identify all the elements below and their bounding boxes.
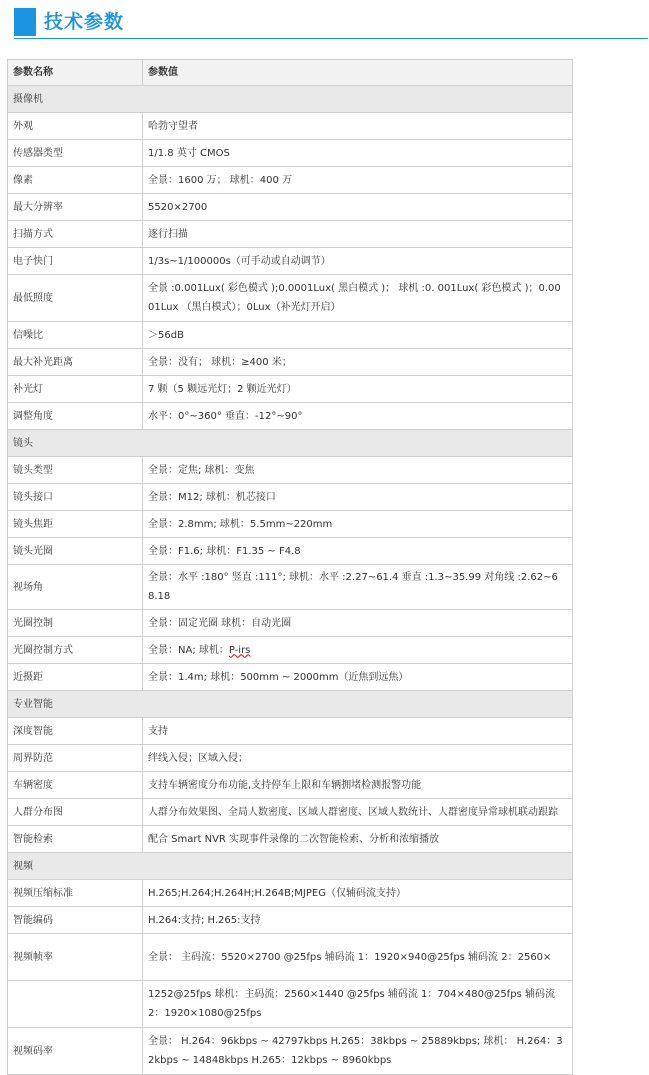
param-name: 像素 bbox=[8, 167, 143, 194]
table-row bbox=[8, 637, 573, 664]
param-name: 光圈控制 bbox=[8, 610, 143, 637]
table-row bbox=[8, 745, 573, 772]
table-row bbox=[8, 799, 573, 826]
table-row bbox=[8, 194, 573, 221]
param-value: 绊线入侵；区域入侵； bbox=[143, 745, 573, 772]
param-name: 视场角 bbox=[8, 565, 143, 610]
table-row bbox=[8, 772, 573, 799]
table-row bbox=[8, 140, 573, 167]
param-value: 支持车辆密度分布功能,支持停车上限和车辆拥堵检测报警功能 bbox=[143, 772, 573, 799]
param-value: 配合 Smart NVR 实现事件录像的二次智能检索、分析和浓缩播放 bbox=[143, 826, 573, 853]
spec-table bbox=[7, 59, 573, 1075]
table-row bbox=[8, 113, 573, 140]
param-name: 视频码率 bbox=[8, 1028, 143, 1075]
table-row bbox=[8, 275, 573, 322]
param-name: 人群分布图 bbox=[8, 799, 143, 826]
table-row bbox=[8, 484, 573, 511]
param-value: 全景：固定光圈 球机：自动光圈 bbox=[143, 610, 573, 637]
table-row bbox=[8, 907, 573, 934]
param-value: 全景：M12; 球机：机芯接口 bbox=[143, 484, 573, 511]
table-row bbox=[8, 167, 573, 194]
param-value: H.264:支持; H.265:支持 bbox=[143, 907, 573, 934]
param-name: 扫描方式 bbox=[8, 221, 143, 248]
table-row bbox=[8, 538, 573, 565]
param-value: 5520×2700 bbox=[143, 194, 573, 221]
table-row bbox=[8, 880, 573, 907]
param-value bbox=[143, 637, 573, 664]
table-row bbox=[8, 376, 573, 403]
param-name: 镜头类型 bbox=[8, 457, 143, 484]
param-name: 视频压缩标准 bbox=[8, 880, 143, 907]
section-row bbox=[8, 86, 573, 113]
param-value: 逐行扫描 bbox=[143, 221, 573, 248]
param-value: 全景：2.8mm; 球机：5.5mm~220mm bbox=[143, 511, 573, 538]
param-value: 全景：1600 万； 球机：400 万 bbox=[143, 167, 573, 194]
table-row bbox=[8, 826, 573, 853]
section-title: 摄像机 bbox=[8, 86, 573, 113]
param-value: 全景：水平 :180° 竖直 :111°; 球机：水平 :2.27~61.4 垂直 :1.3~35.99 对角线 :2.62~68.18 bbox=[143, 565, 573, 610]
table-row bbox=[8, 322, 573, 349]
param-name: 镜头焦距 bbox=[8, 511, 143, 538]
table-row bbox=[8, 349, 573, 376]
header-underline bbox=[14, 38, 648, 39]
param-value: 7 颗（5 颗远光灯；2 颗近光灯） bbox=[143, 376, 573, 403]
header-accent-bar bbox=[14, 8, 36, 36]
table-row bbox=[8, 664, 573, 691]
param-name: 光圈控制方式 bbox=[8, 637, 143, 664]
table-row bbox=[8, 610, 573, 637]
section-row bbox=[8, 853, 573, 880]
param-value: H.265;H.264;H.264H;H.264B;MJPEG（仅辅码流支持） bbox=[143, 880, 573, 907]
param-value: 全景： H.264：96kbps ~ 42797kbps H.265：38kbps ~ 25889kbps; 球机： H.264：32kbps ~ 14848kbps H.265：12kbps ~ 8960kbps bbox=[143, 1028, 573, 1075]
param-name: 周界防范 bbox=[8, 745, 143, 772]
param-value: 人群分布效果图、全局人数密度、区域人群密度、区域人数统计、人群密度异常球机联动跟踪 bbox=[143, 799, 573, 826]
param-value: 全景：没有； 球机：≥400 米； bbox=[143, 349, 573, 376]
param-name: 镜头光圈 bbox=[8, 538, 143, 565]
param-name: 补光灯 bbox=[8, 376, 143, 403]
param-value: ＞56dB bbox=[143, 322, 573, 349]
param-name: 近摄距 bbox=[8, 664, 143, 691]
param-value: 全景：定焦; 球机：变焦 bbox=[143, 457, 573, 484]
section-header bbox=[14, 6, 648, 40]
param-value: 全景 :0.001Lux( 彩色模式 );0.0001Lux( 黑白模式 )； 球机 :0. 001Lux( 彩色模式 )；0.0001Lux （黑白模式）；0Lux（补光灯开启） bbox=[143, 275, 573, 322]
param-value: 支持 bbox=[143, 718, 573, 745]
param-name: 调整角度 bbox=[8, 403, 143, 430]
param-value: 1/1.8 英寸 CMOS bbox=[143, 140, 573, 167]
param-value: 1252@25fps 球机：主码流：2560×1440 @25fps 辅码流 1：704×480@25fps 辅码流 2：1920×1080@25fps bbox=[143, 981, 573, 1028]
column-header-name: 参数名称 bbox=[8, 60, 143, 86]
table-row bbox=[8, 718, 573, 745]
section-title: 视频 bbox=[8, 853, 573, 880]
param-name: 智能编码 bbox=[8, 907, 143, 934]
param-name: 最大分辨率 bbox=[8, 194, 143, 221]
section-row bbox=[8, 430, 573, 457]
param-name: 最大补光距离 bbox=[8, 349, 143, 376]
table-row bbox=[8, 565, 573, 610]
table-row bbox=[8, 221, 573, 248]
table-row bbox=[8, 248, 573, 275]
param-name: 最低照度 bbox=[8, 275, 143, 322]
spellcheck-flagged-word: P-irs bbox=[228, 644, 251, 656]
param-value: 哈勃守望者 bbox=[143, 113, 573, 140]
param-name: 智能检索 bbox=[8, 826, 143, 853]
param-name: 车辆密度 bbox=[8, 772, 143, 799]
param-value: 水平：0°~360° 垂直：-12°~90° bbox=[143, 403, 573, 430]
column-header-value: 参数值 bbox=[143, 60, 573, 86]
param-name: 视频帧率 bbox=[8, 934, 143, 981]
section-title: 专业智能 bbox=[8, 691, 573, 718]
param-value: 全景：F1.6; 球机：F1.35 ~ F4.8 bbox=[143, 538, 573, 565]
page-title: 技术参数 bbox=[44, 11, 125, 33]
param-name: 传感器类型 bbox=[8, 140, 143, 167]
table-row bbox=[8, 403, 573, 430]
param-name: 深度智能 bbox=[8, 718, 143, 745]
param-value: 全景：1.4m; 球机：500mm ~ 2000mm（近焦到远焦） bbox=[143, 664, 573, 691]
param-name: 镜头接口 bbox=[8, 484, 143, 511]
table-row bbox=[8, 457, 573, 484]
param-name: 外观 bbox=[8, 113, 143, 140]
table-row bbox=[8, 1028, 573, 1075]
table-header-row bbox=[8, 60, 573, 86]
param-value: 全景： 主码流：5520×2700 @25fps 辅码流 1：1920×940@25fps 辅码流 2：2560× bbox=[143, 934, 573, 981]
table-row bbox=[8, 934, 573, 981]
param-name: 电子快门 bbox=[8, 248, 143, 275]
section-row bbox=[8, 691, 573, 718]
table-row bbox=[8, 511, 573, 538]
table-row bbox=[8, 981, 573, 1028]
param-name bbox=[8, 981, 143, 1028]
param-value-text: 全景：NA; 球机： bbox=[148, 644, 229, 656]
param-name: 信噪比 bbox=[8, 322, 143, 349]
section-title: 镜头 bbox=[8, 430, 573, 457]
param-value: 1/3s~1/100000s（可手动或自动调节） bbox=[143, 248, 573, 275]
